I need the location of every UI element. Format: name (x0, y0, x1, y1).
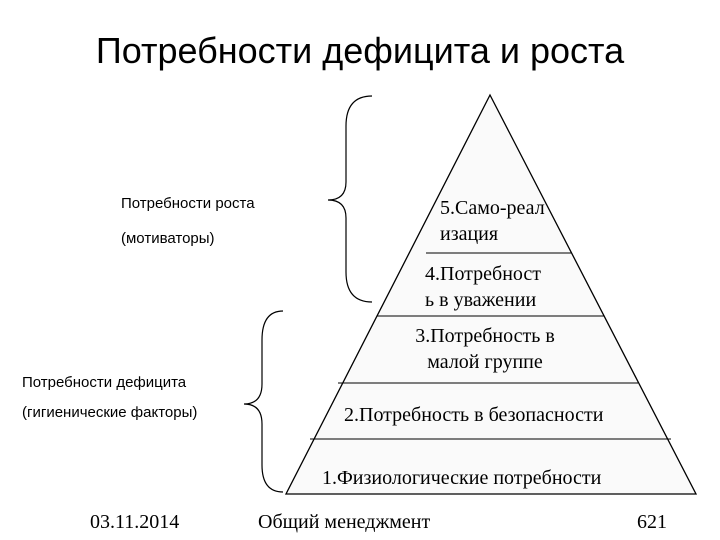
level-4 (425, 261, 541, 313)
slide-title: Потребности дефицита и роста (95, 30, 625, 71)
footer-date: 03.11.2014 (90, 511, 180, 533)
level-5-line2: изация (440, 223, 499, 245)
level-4-line1: 4.Потребност (425, 263, 542, 285)
footer-page-number: 621 (637, 511, 667, 533)
growth-brace (328, 96, 372, 302)
level-3 (385, 323, 585, 375)
level-5-line1: 5.Само-реал (440, 197, 545, 219)
level-5 (440, 195, 545, 247)
deficit-brace (244, 311, 283, 492)
deficit-needs-sublabel: (гигиенические факторы) (22, 404, 198, 421)
growth-needs-sublabel: (мотиваторы) (121, 230, 215, 247)
level-3-line2: малой группе (427, 351, 543, 373)
deficit-needs-label: Потребности дефицита (22, 374, 187, 391)
footer-course: Общий менеджмент (258, 511, 431, 533)
growth-needs-label: Потребности роста (121, 195, 255, 212)
level-2-line1: 2.Потребность в безопасности (344, 404, 604, 426)
level-1-line1: 1.Физиологические потребности (322, 467, 602, 489)
level-4-line2: ь в уважении (425, 289, 537, 311)
level-2 (344, 402, 603, 428)
level-3-line1: 3.Потребность в (415, 325, 555, 347)
level-1 (322, 465, 601, 491)
